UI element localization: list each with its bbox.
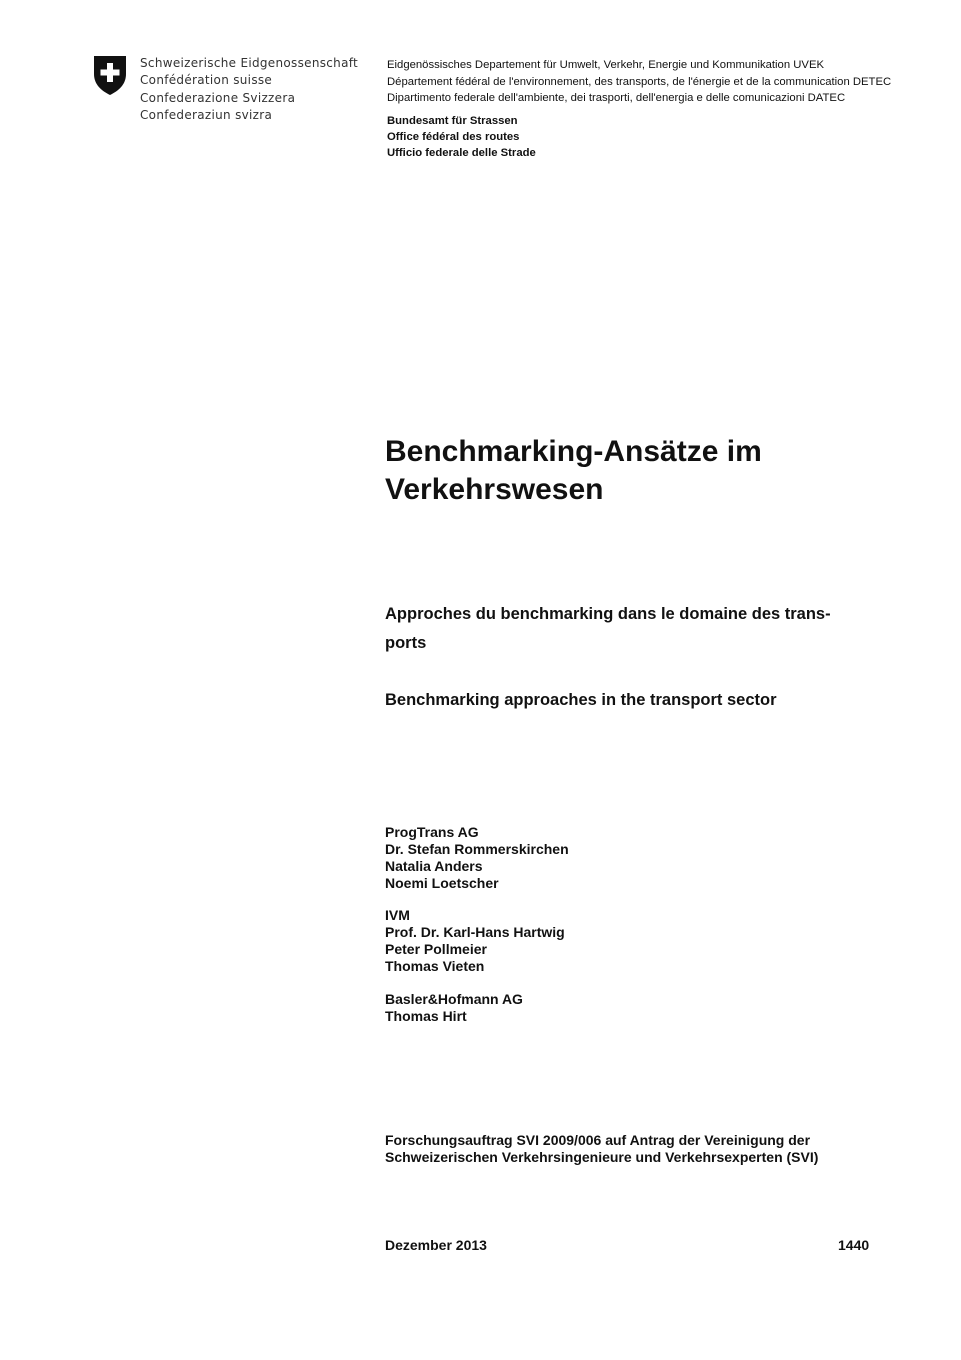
author-name: Dr. Stefan Rommerskirchen bbox=[385, 841, 569, 857]
report-title-line: Verkehrswesen bbox=[385, 473, 604, 506]
office-names bbox=[387, 113, 536, 162]
research-order bbox=[385, 1132, 818, 1166]
confederation-names bbox=[140, 55, 358, 124]
office-name-fr: Office fédéral des routes bbox=[387, 131, 520, 144]
subtitle-french-line: ports bbox=[385, 634, 427, 652]
publication-date: Dezember 2013 bbox=[385, 1237, 487, 1253]
department-name-de: Eidgenössisches Departement für Umwelt, Verkehr, Energie und Kommunikation UVEK bbox=[387, 59, 825, 71]
confederation-name-fr: Confédération suisse bbox=[140, 73, 273, 88]
author-name: Thomas Hirt bbox=[385, 1008, 467, 1024]
confederation-name-it: Confederazione Svizzera bbox=[140, 90, 296, 105]
subtitle-english: Benchmarking approaches in the transport sector bbox=[385, 691, 777, 709]
report-number: 1440 bbox=[838, 1237, 870, 1253]
subtitle-french bbox=[385, 600, 870, 658]
office-name-it: Ufficio federale delle Strade bbox=[387, 147, 536, 160]
author-group-ivm bbox=[385, 907, 565, 975]
department-name-fr: Département fédéral de l'environnement, des transports, de l'énergie et de la communication DETEC bbox=[387, 75, 892, 88]
subtitle-french-line: Approches du benchmarking dans le domaine des trans- bbox=[385, 605, 831, 623]
report-title-line: Benchmarking-Ansätze im bbox=[385, 435, 762, 468]
department-names bbox=[387, 57, 891, 107]
swiss-coat-of-arms-icon bbox=[92, 54, 128, 96]
department-name-it: Dipartimento federale dell'ambiente, dei trasporti, dell'energia e delle comunicazioni DATEC bbox=[387, 92, 846, 104]
author-name: Thomas Vieten bbox=[385, 958, 485, 974]
author-org: IVM bbox=[385, 907, 410, 923]
author-name: Prof. Dr. Karl-Hans Hartwig bbox=[385, 924, 565, 940]
author-group-basler-hofmann bbox=[385, 991, 523, 1025]
author-org: Basler&Hofmann AG bbox=[385, 991, 523, 1007]
author-org: ProgTrans AG bbox=[385, 824, 479, 840]
research-order-line: Schweizerischen Verkehrsingenieure und Verkehrsexperten (SVI) bbox=[385, 1149, 819, 1165]
author-name: Peter Pollmeier bbox=[385, 941, 487, 957]
confederation-name-rm: Confederaziun svizra bbox=[140, 107, 273, 122]
confederation-name-de: Schweizerische Eidgenossenschaft bbox=[140, 56, 359, 70]
report-title bbox=[385, 433, 905, 509]
office-name-de: Bundesamt für Strassen bbox=[387, 115, 518, 127]
author-group-progtrans bbox=[385, 824, 569, 892]
author-name: Noemi Loetscher bbox=[385, 875, 499, 891]
research-order-line: Forschungsauftrag SVI 2009/006 auf Antrag der Vereinigung der bbox=[385, 1132, 811, 1148]
author-name: Natalia Anders bbox=[385, 858, 483, 874]
